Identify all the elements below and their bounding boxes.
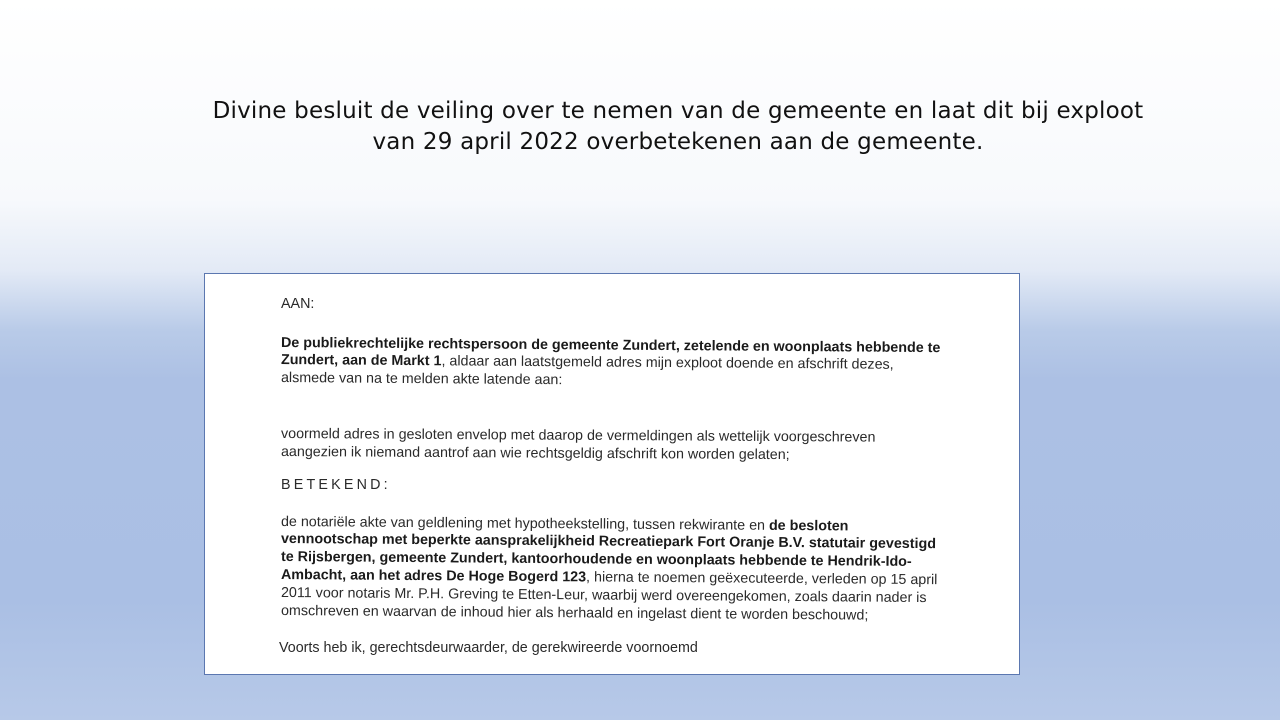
- para3-line5: 2011 voor notaris Mr. P.H. Greving te Etten-Leur, waarbij werd overeengekomen, zoals daarin nader is: [280, 585, 927, 607]
- para3-line6: omschreven en waarvan de inhoud hier als herhaald en ingelast dient te worden beschouwd;: [280, 603, 869, 624]
- slide-caption: [190, 96, 1166, 158]
- para1-line1: De publiekrechtelijke rechtspersoon de gemeente Zundert, zetelende en woonplaats hebbende te: [280, 335, 941, 357]
- para3-line1: de notariële akte van geldlening met hypotheekstelling, tussen rekwirante en de besloten: [280, 514, 849, 535]
- para2-line2: aangezien ik niemand aantrof aan wie rechtsgeldig afschrift kon worden gelaten;: [280, 444, 790, 464]
- caption-line-1: Divine besluit de veiling over te nemen van de gemeente en laat dit bij exploot: [212, 98, 1144, 124]
- para3-line2: vennootschap met beperkte aansprakelijkheid Recreatiepark Fort Oranje B.V. statutair gevestigd: [280, 531, 937, 553]
- para4-line1: Voorts heb ik, gerechtsdeurwaarder, de gerekwireerde voornoemd: [279, 640, 698, 656]
- betekend-label: BETEKEND:: [281, 477, 391, 493]
- para2-line1: voormeld adres in gesloten envelop met daarop de vermeldingen als wettelijk voorgeschreven: [280, 426, 876, 446]
- scanned-document: [204, 273, 1020, 675]
- para1-line2: Zundert, aan de Markt 1, aldaar aan laatstgemeld adres mijn exploot doende en afschrift dezes,: [280, 352, 894, 373]
- aan-label: AAN:: [281, 296, 315, 312]
- para3-line4: Ambacht, aan het adres De Hoge Bogerd 123, hierna te noemen geëxecuteerde, verleden op 15 april: [280, 567, 938, 589]
- para3-line3: te Rijsbergen, gemeente Zundert, kantoorhoudende en woonplaats hebbende te Hendrik-Ido-: [280, 549, 912, 570]
- caption-line-2: van 29 april 2022 overbetekenen aan de gemeente.: [372, 129, 984, 155]
- para1-line3: alsmede van na te melden akte latende aan:: [280, 370, 563, 389]
